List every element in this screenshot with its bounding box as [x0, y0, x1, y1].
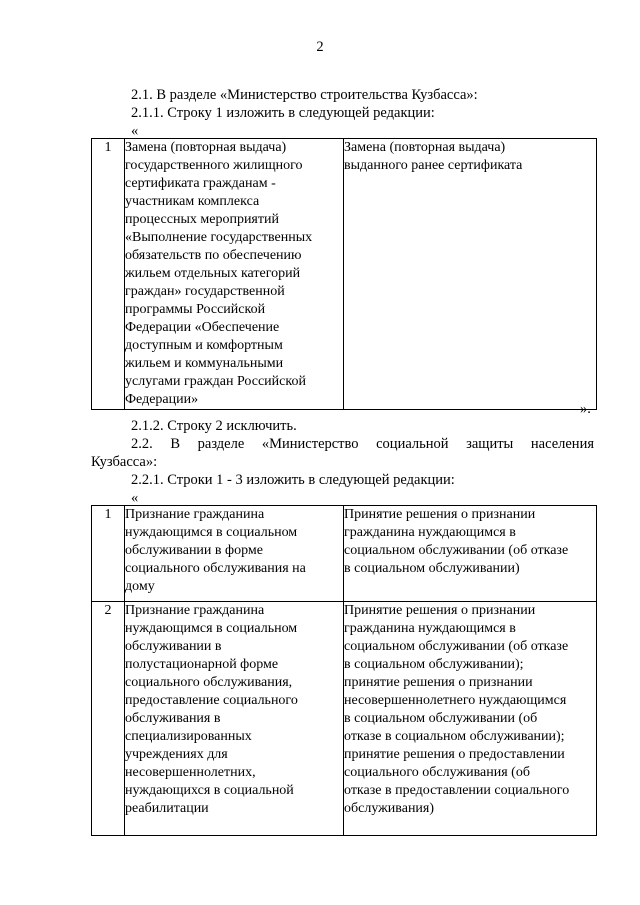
section-2-2-heading-line1 — [131, 435, 594, 453]
table-ministry-social-protection — [91, 505, 597, 836]
table-row — [92, 139, 597, 410]
service-result-cell: Замена (повторная выдача) выданного ранее сертификата — [344, 139, 597, 410]
section-2-1-1-text: 2.1.1. Строку 1 изложить в следующей редакции: — [131, 105, 435, 121]
row-number: 1 — [92, 506, 125, 602]
service-name-cell: Признание гражданина нуждающимся в социальном обслуживании в форме социального обслуживания на дому — [125, 506, 344, 602]
service-name-cell: Признание гражданина нуждающимся в социальном обслуживании в полустационарной форме социального обслуживания, предоставление социального обслуживания в специализированных учреждениях для несовершеннолетних, нуждающихся в социальной реабилитации — [125, 602, 344, 836]
section-2-1-2-text: 2.1.2. Строку 2 исключить. — [131, 418, 297, 434]
open-quote-1: « — [131, 123, 139, 139]
table-row — [92, 506, 597, 602]
row-number: 2 — [92, 602, 125, 836]
service-result-cell: Принятие решения о признании гражданина нуждающимся в социальном обслуживании (об отказе в социальном обслуживании) — [344, 506, 597, 602]
service-name-cell: Замена (повторная выдача) государственного жилищного сертификата гражданам - участникам комплекса процессных мероприятий «Выполнение государственных обязательств по обеспечению жильем отдельных категорий граждан» государственной программы Российской Федерации «Обеспечение доступным и комфортным жильем и коммунальными услугами граждан Российской Федерации» — [125, 139, 344, 410]
table-row — [92, 602, 597, 836]
section-2-1-heading: 2.1. В разделе «Министерство строительства Кузбасса»: — [131, 87, 478, 103]
service-result-cell: Принятие решения о признании гражданина нуждающимся в социальном обслуживании (об отказе в социальном обслуживании); принятие решения о признании несовершеннолетнего нуждающимся в социальном обслуживании (об отказе в социальном обслуживании); принятие решения о предоставлении социального обслуживания (об отказе в предоставлении социального обслуживания) — [344, 602, 597, 836]
page-number: 2 — [316, 39, 324, 55]
table-ministry-construction — [91, 138, 597, 410]
section-2-2-heading-text: 2.2. В разделе «Министерство социальной защиты населения — [131, 436, 594, 452]
row-number: 1 — [92, 139, 125, 410]
open-quote-2: « — [131, 490, 139, 506]
section-2-2-heading-line2: Кузбасса»: — [91, 454, 158, 470]
section-2-2-1-text: 2.2.1. Строки 1 - 3 изложить в следующей редакции: — [131, 472, 455, 488]
close-quote-1: ». — [580, 401, 591, 417]
